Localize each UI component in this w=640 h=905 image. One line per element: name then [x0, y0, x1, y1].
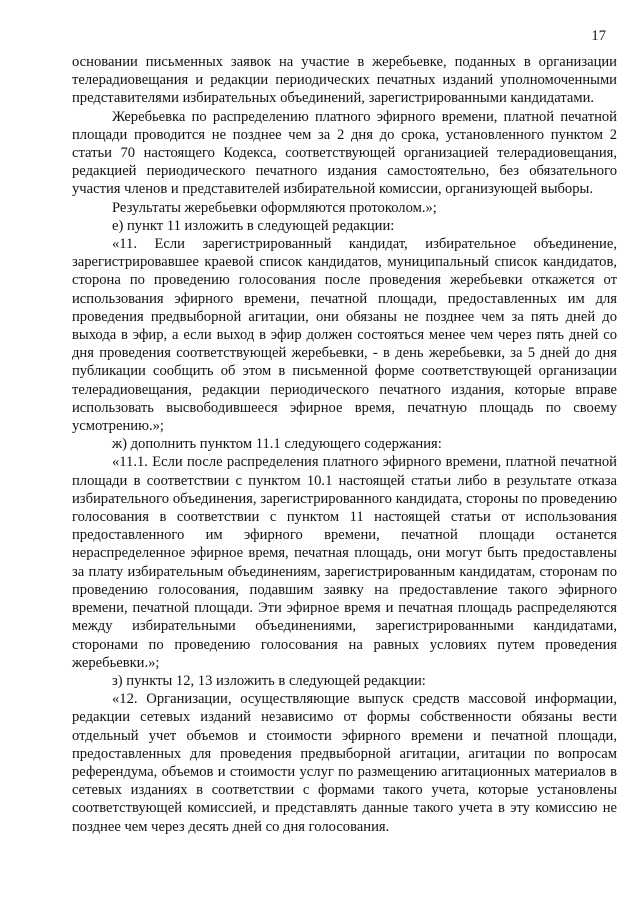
paragraph: ж) дополнить пунктом 11.1 следующего содержания:: [112, 436, 442, 453]
page-number: 17: [591, 28, 606, 44]
paragraph: «11.1. Если после распределения платного эфирного времени, платной печатной площади в соответствии с пунктом 10.1 настоящей статьи либо в результате отказа избирательного объединения, зарегистрированного кандидата, стороны по проведению голосования в соответствии с пунктом 11 настоящей статьи от использования предоставленного им эфирного времени, печатной площади останется нераспределенное эфирное время, печатная площадь, они могут быть предоставлены за плату избирательным объединениям, зарегистрированным кандидатам, сторонам по проведению голосования, подавшим заявку на предоставление такого эфирного времени, печатной площади. Эти эфирное время и печатная площадь распределяются между избирательными объединениями, зарегистрированными кандидатами, сторонами по проведению голосования на равных условиях путем проведения жеребьевки.»;: [72, 454, 617, 671]
paragraph: основании письменных заявок на участие в жеребьевке, поданных в организации телерадиовещания и редакции периодических печатных изданий уполномоченными представителями избирательных объединений, зарегистрированными кандидатами.: [72, 54, 617, 107]
paragraph: «11. Если зарегистрированный кандидат, избирательное объединение, зарегистрировавшее краевой список кандидатов, муниципальный список кандидатов, сторона по проведению голосования после проведения жеребьевки откажется от использования эфирного времени, печатной площади, предоставленных им для проведения предвыборной агитации, они обязаны не позднее чем за пять дней до выхода в эфир, а если выход в эфир должен состояться менее чем через пять дней со дня проведения соответствующей жеребьевки, - в день жеребьевки, за 5 дней до дня публикации сообщить об этом в письменной форме соответствующей организации телерадиовещания, редакции периодического печатного издания, которые вправе использовать высвободившееся эфирное время, печатную площадь по своему усмотрению.»;: [72, 236, 617, 435]
document-body: [72, 53, 617, 836]
paragraph: Жеребьевка по распределению платного эфирного времени, платной печатной площади проводится не позднее чем за 2 дня до срока, установленного пунктом 2 статьи 70 настоящего Кодекса, соответствующей организацией телерадиовещания, редакцией периодического печатного издания самостоятельно, без обязательного участия членов и представителей избирательной комиссии, организующей выборы.: [72, 108, 617, 198]
paragraph: е) пункт 11 изложить в следующей редакции:: [112, 217, 395, 234]
paragraph: Результаты жеребьевки оформляются протоколом.»;: [112, 199, 437, 216]
paragraph: «12. Организации, осуществляющие выпуск средств массовой информации, редакции сетевых изданий независимо от формы собственности обязаны вести отдельный учет объемов и стоимости эфирного времени и печатной площади, предоставленных для проведения предвыборной агитации, агитации по вопросам референдума, объемов и стоимости услуг по размещению агитационных материалов в сетевых изданиях в соответствии с формами такого учета, которые установлены соответствующей комиссией, и представлять данные такого учета в эту комиссию не позднее чем через десять дней со дня голосования.: [72, 691, 617, 835]
paragraph: з) пункты 12, 13 изложить в следующей редакции:: [112, 672, 426, 689]
